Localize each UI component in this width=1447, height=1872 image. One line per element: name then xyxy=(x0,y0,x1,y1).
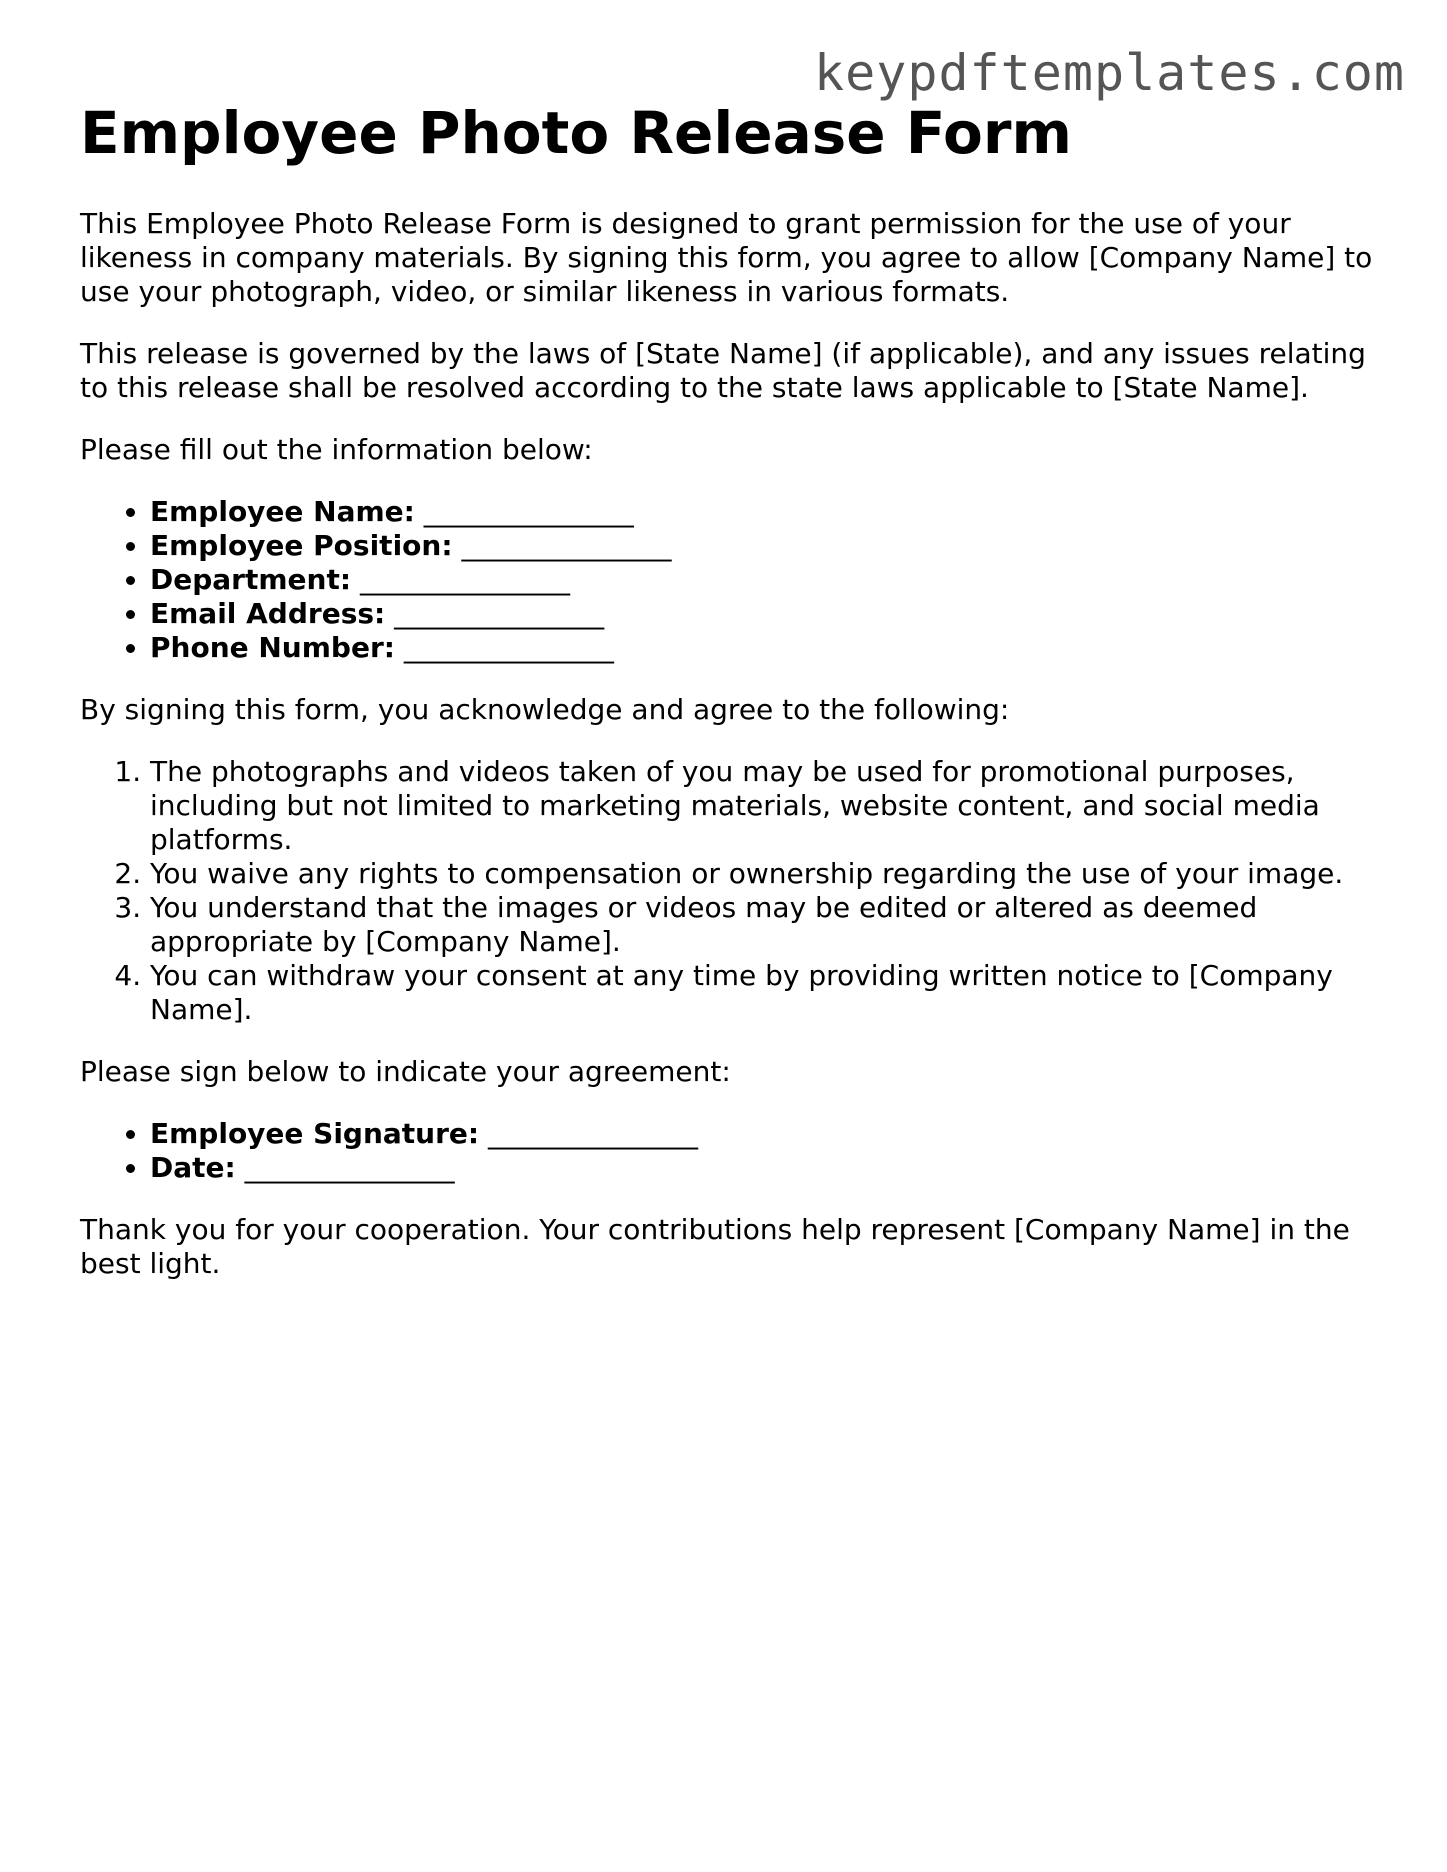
field-label: Phone Number: xyxy=(150,630,395,664)
field-blank[interactable]: _______________ xyxy=(394,596,605,630)
term-item: 2. You waive any rights to compensation or ownership regarding the use of your image. xyxy=(150,857,1380,891)
info-field-employee-name xyxy=(150,495,1380,529)
info-field-email-address xyxy=(150,597,1380,631)
field-label: Employee Signature: xyxy=(150,1116,480,1150)
field-blank[interactable]: _______________ xyxy=(244,1150,455,1184)
watermark: keypdftemplates.com xyxy=(814,44,1405,102)
agreement-intro: By signing this form, you acknowledge and agree to the following: xyxy=(80,692,1010,726)
field-blank[interactable]: _______________ xyxy=(488,1116,699,1150)
field-label: Employee Name: xyxy=(150,494,415,528)
term-item: 4. You can withdraw your consent at any time by providing written notice to [Company Name]. xyxy=(150,959,1380,1027)
document-page xyxy=(80,100,1380,1309)
sign-field-date xyxy=(150,1151,1380,1185)
term-item: 3. You understand that the images or videos may be edited or altered as deemed appropriate by [Company Name]. xyxy=(150,891,1380,959)
info-field-list xyxy=(80,495,1380,665)
field-blank[interactable]: _______________ xyxy=(359,562,570,596)
term-item: 1. The photographs and videos taken of you may be used for promotional purposes, including but not limited to marketing materials, website content, and social media platforms. xyxy=(150,755,1380,857)
intro-paragraph: This Employee Photo Release Form is designed to grant permission for the use of your likeness in company materials. By signing this form, you agree to allow [Company Name] to use your photograph, video, or similar likeness in various formats. xyxy=(80,206,1373,308)
field-blank[interactable]: _______________ xyxy=(403,630,614,664)
info-field-department xyxy=(150,563,1380,597)
field-label: Department: xyxy=(150,562,352,596)
info-field-employee-position xyxy=(150,529,1380,563)
closing-paragraph: Thank you for your cooperation. Your contributions help represent [Company Name] in the best light. xyxy=(80,1212,1350,1280)
sign-instruction: Please sign below to indicate your agreement: xyxy=(80,1054,731,1088)
sign-field-list xyxy=(80,1117,1380,1185)
sign-field-signature xyxy=(150,1117,1380,1151)
field-label: Employee Position: xyxy=(150,528,453,562)
field-label: Date: xyxy=(150,1150,236,1184)
page-title: Employee Photo Release Form xyxy=(80,99,1072,167)
info-field-phone-number xyxy=(150,631,1380,665)
field-blank[interactable]: _______________ xyxy=(461,528,672,562)
field-blank[interactable]: _______________ xyxy=(423,494,634,528)
governing-law-paragraph: This release is governed by the laws of [State Name] (if applicable), and any issues relating to this release shall be resolved according to the state laws applicable to [State Name]. xyxy=(80,336,1366,404)
terms-list xyxy=(80,755,1380,1027)
fill-out-instruction: Please fill out the information below: xyxy=(80,432,593,466)
field-label: Email Address: xyxy=(150,596,386,630)
